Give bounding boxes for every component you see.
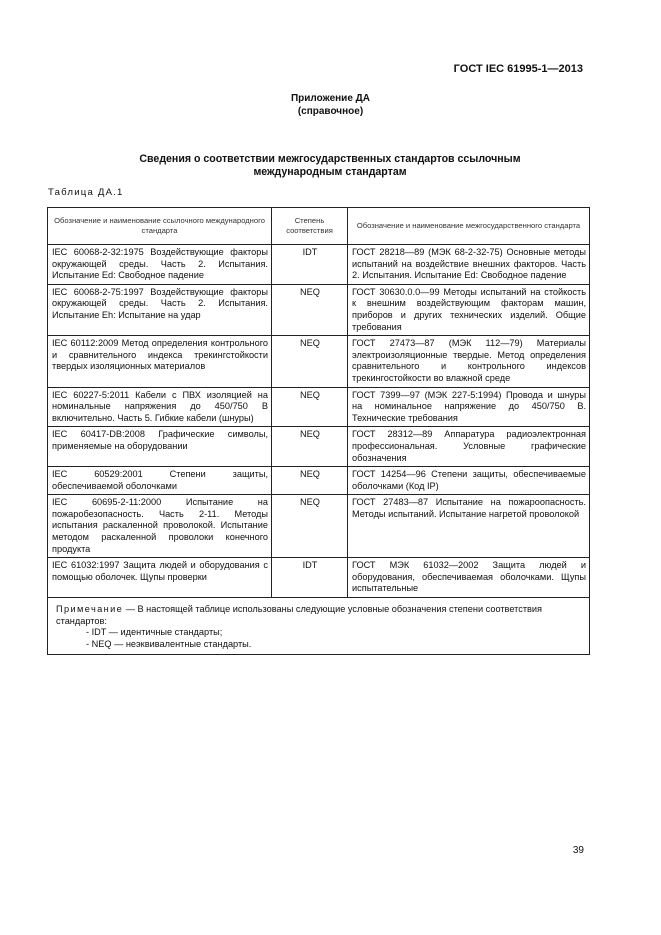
degree-cell: IDT: [272, 245, 348, 285]
table-row: [48, 427, 590, 467]
international-standard-cell: IEC 60529:2001 Степени защиты, обеспечиваемой оболочками: [48, 467, 272, 495]
interstate-standard-cell: ГОСТ 28312—89 Аппаратура радиоэлектронная профессиональная. Условные графические обозначения: [348, 427, 590, 467]
international-standard-cell: IEC 60068-2-32:1975 Воздействующие факторы окружающей среды. Часть 2. Испытания. Испытание Ed: Свободное падение: [48, 245, 272, 285]
table-label: Таблица ДА.1: [48, 187, 124, 198]
annex-title: Приложение ДА: [290, 93, 371, 104]
international-standard-cell: IEC 60417-DB:2008 Графические символы, применяемые на оборудовании: [48, 427, 272, 467]
column-header-degree: Степень соответствия: [272, 208, 348, 245]
table-row: [48, 336, 590, 387]
correspondence-table: [47, 207, 590, 655]
note-item-idt: - IDT — идентичные стандарты;: [86, 627, 223, 638]
table-note-row: [48, 598, 590, 655]
column-header-interstate: Обозначение и наименование межгосударственного стандарта: [348, 208, 590, 245]
table-note: [48, 598, 590, 655]
international-standard-cell: IEC 60227-5:2011 Кабели с ПВХ изоляцией на номинальные напряжения до 450/750 В включительно. Часть 5. Гибкие кабели (шнуры): [48, 387, 272, 427]
note-item-neq: - NEQ — неэквивалентные стандарты.: [86, 638, 252, 649]
degree-cell: IDT: [272, 558, 348, 598]
note-label: Примечание: [56, 604, 124, 615]
table-row: [48, 284, 590, 335]
table-row: [48, 495, 590, 558]
interstate-standard-cell: ГОСТ 30630.0.0—99 Методы испытаний на стойкость к внешним воздействующим факторам машин, приборов и других технических изделий. Общие требования: [348, 284, 590, 335]
document-title-line1: Сведения о соответствии межгосударственных стандартов ссылочным: [139, 153, 521, 165]
interstate-standard-cell: ГОСТ 28218—89 (МЭК 68-2-32-75) Основные методы испытаний на воздействие внешних факторов. Часть 2. Испытания. Испытание Ed: Свободное падение: [348, 245, 590, 285]
document-title-line2: международным стандартам: [253, 166, 407, 178]
annex-subtitle: (справочное): [297, 106, 364, 117]
interstate-standard-cell: ГОСТ 27473—87 (МЭК 112—79) Материалы электроизоляционные твердые. Метод определения сравнительного и контрольного индексов трекингостойкости во влажной среде: [348, 336, 590, 387]
degree-cell: NEQ: [272, 284, 348, 335]
interstate-standard-cell: ГОСТ 27483—87 Испытание на пожароопасность. Методы испытаний. Испытание нагретой проволокой: [348, 495, 590, 558]
international-standard-cell: IEC 60695-2-11:2000 Испытание на пожаробезопасность. Часть 2-11. Методы испытания раскаленной проволокой. Испытание методом раскаленной проволоки конечного продукта: [48, 495, 272, 558]
table-row: [48, 467, 590, 495]
international-standard-cell: IEC 60112:2009 Метод определения контрольного и сравнительного индекса трекингстойкости твердых изоляционных материалов: [48, 336, 272, 387]
annex-heading: [0, 92, 661, 118]
degree-cell: NEQ: [272, 387, 348, 427]
degree-cell: NEQ: [272, 427, 348, 467]
standard-code: ГОСТ IEC 61995-1—2013: [453, 63, 583, 75]
column-header-international: Обозначение и наименование ссылочного международного стандарта: [48, 208, 272, 245]
interstate-standard-cell: ГОСТ 7399—97 (МЭК 227-5:1994) Провода и шнуры на номинальное напряжение до 450/750 В. Технические требования: [348, 387, 590, 427]
document-title: [60, 153, 600, 179]
international-standard-cell: IEC 60068-2-75:1997 Воздействующие факторы окружающей среды. Часть 2. Испытания. Испытание Eh: Испытание на удар: [48, 284, 272, 335]
note-text: [56, 604, 583, 627]
interstate-standard-cell: ГОСТ 14254—96 Степени защиты, обеспечиваемые оболочками (Код IP): [348, 467, 590, 495]
table-header-row: [48, 208, 590, 245]
table-row: [48, 387, 590, 427]
degree-cell: NEQ: [272, 336, 348, 387]
table-row: [48, 558, 590, 598]
degree-cell: NEQ: [272, 467, 348, 495]
interstate-standard-cell: ГОСТ МЭК 61032—2002 Защита людей и оборудования, обеспечиваемая оболочками. Щупы испытательные: [348, 558, 590, 598]
note-body: — В настоящей таблице использованы следующие условные обозначения степени соответствия стандартов:: [56, 604, 543, 626]
table-row: [48, 245, 590, 285]
degree-cell: NEQ: [272, 495, 348, 558]
international-standard-cell: IEC 61032:1997 Защита людей и оборудования с помощью оболочек. Щупы проверки: [48, 558, 272, 598]
page-number: 39: [572, 845, 584, 856]
